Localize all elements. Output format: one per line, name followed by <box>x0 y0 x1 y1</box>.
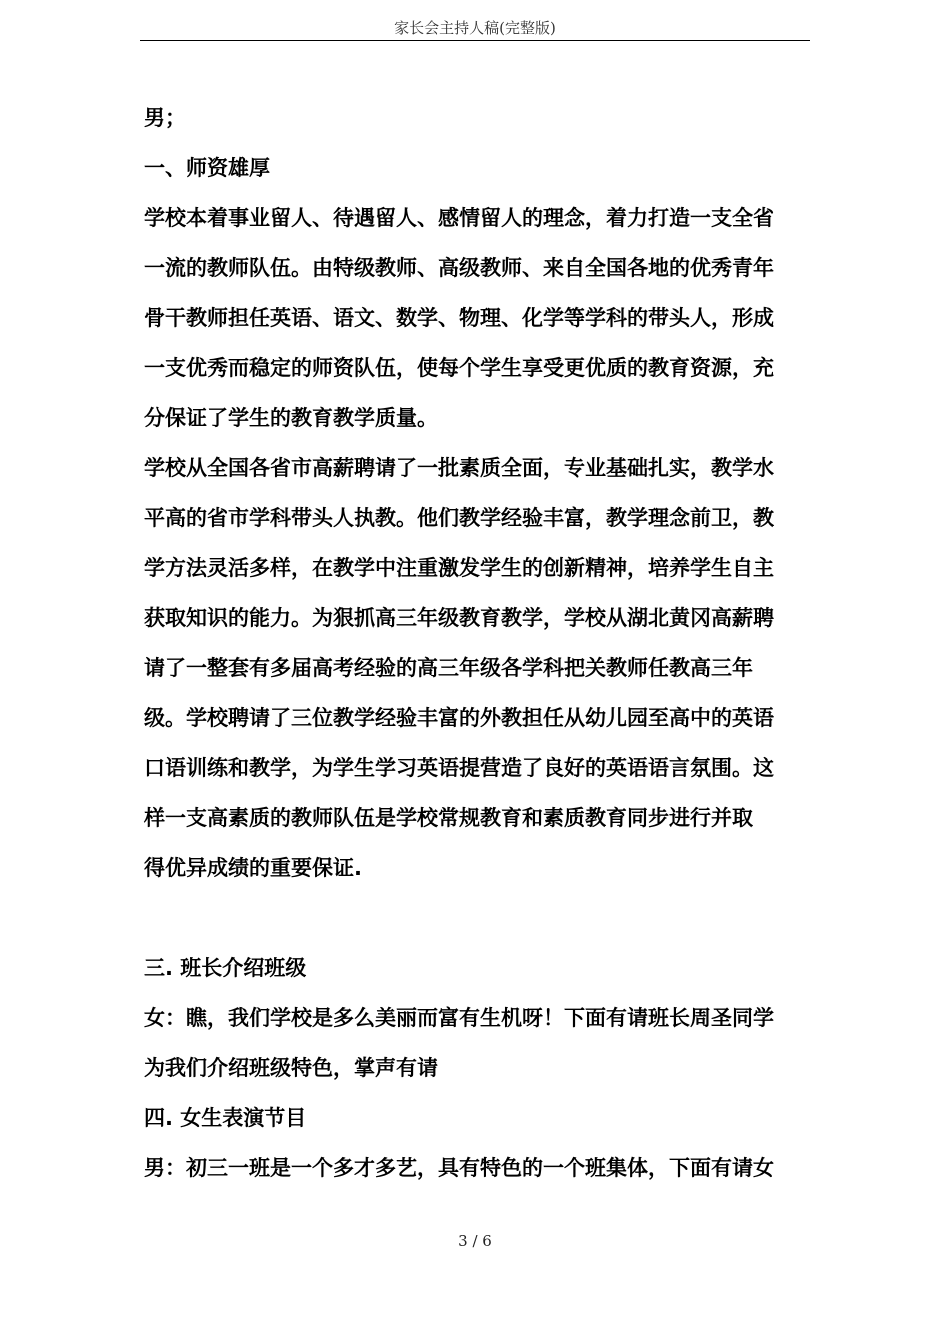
text-line: 男； <box>144 106 186 130</box>
text-line: 男：初三一班是一个多才多艺，具有特色的一个班集体，下面有请女 <box>144 1156 774 1180</box>
text-line: 女：瞧，我们学校是多么美丽而富有生机呀！下面有请班长周圣同学 <box>144 1006 774 1030</box>
text-line: 分保证了学生的教育教学质量。 <box>144 406 438 430</box>
text-line: 学校本着事业留人、待遇留人、感情留人的理念，着力打造一支全省 <box>144 206 774 230</box>
page-number: 3 / 6 <box>458 1232 492 1250</box>
text-line: 口语训练和教学，为学生学习英语提营造了良好的英语语言氛围。这 <box>144 756 774 780</box>
text-line: 获取知识的能力。为狠抓高三年级教育教学，学校从湖北黄冈高薪聘 <box>144 606 774 630</box>
page-footer <box>0 1231 950 1251</box>
text-line: 骨干教师担任英语、语文、数学、物理、化学等学科的带头人，形成 <box>144 306 774 330</box>
text-line: 为我们介绍班级特色，掌声有请 <box>144 1056 438 1080</box>
text-line: 学方法灵活多样，在教学中注重激发学生的创新精神，培养学生自主 <box>144 556 774 580</box>
text-line: 学校从全国各省市高薪聘请了一批素质全面，专业基础扎实，教学水 <box>144 456 774 480</box>
blank-line <box>144 898 824 948</box>
text-line: 样一支高素质的教师队伍是学校常规教育和素质教育同步进行并取 <box>144 806 753 830</box>
text-line: 平高的省市学科带头人执教。他们教学经验丰富，教学理念前卫，教 <box>144 506 774 530</box>
text-line: 请了一整套有多届高考经验的高三年级各学科把关教师任教高三年 <box>144 656 753 680</box>
section-heading: 四. 女生表演节目 <box>144 1106 307 1130</box>
document-title: 家长会主持人稿(完整版) <box>394 19 556 37</box>
text-line: 得优异成绩的重要保证. <box>144 856 362 880</box>
section-heading: 三. 班长介绍班级 <box>144 956 307 980</box>
text-line: 一流的教师队伍。由特级教师、高级教师、来自全国各地的优秀青年 <box>144 256 774 280</box>
document-body <box>144 98 824 1198</box>
page-header <box>140 18 810 41</box>
text-line: 一支优秀而稳定的师资队伍，使每个学生享受更优质的教育资源，充 <box>144 356 774 380</box>
section-heading: 一、师资雄厚 <box>144 156 270 180</box>
text-line: 级。学校聘请了三位教学经验丰富的外教担任从幼儿园至高中的英语 <box>144 706 774 730</box>
